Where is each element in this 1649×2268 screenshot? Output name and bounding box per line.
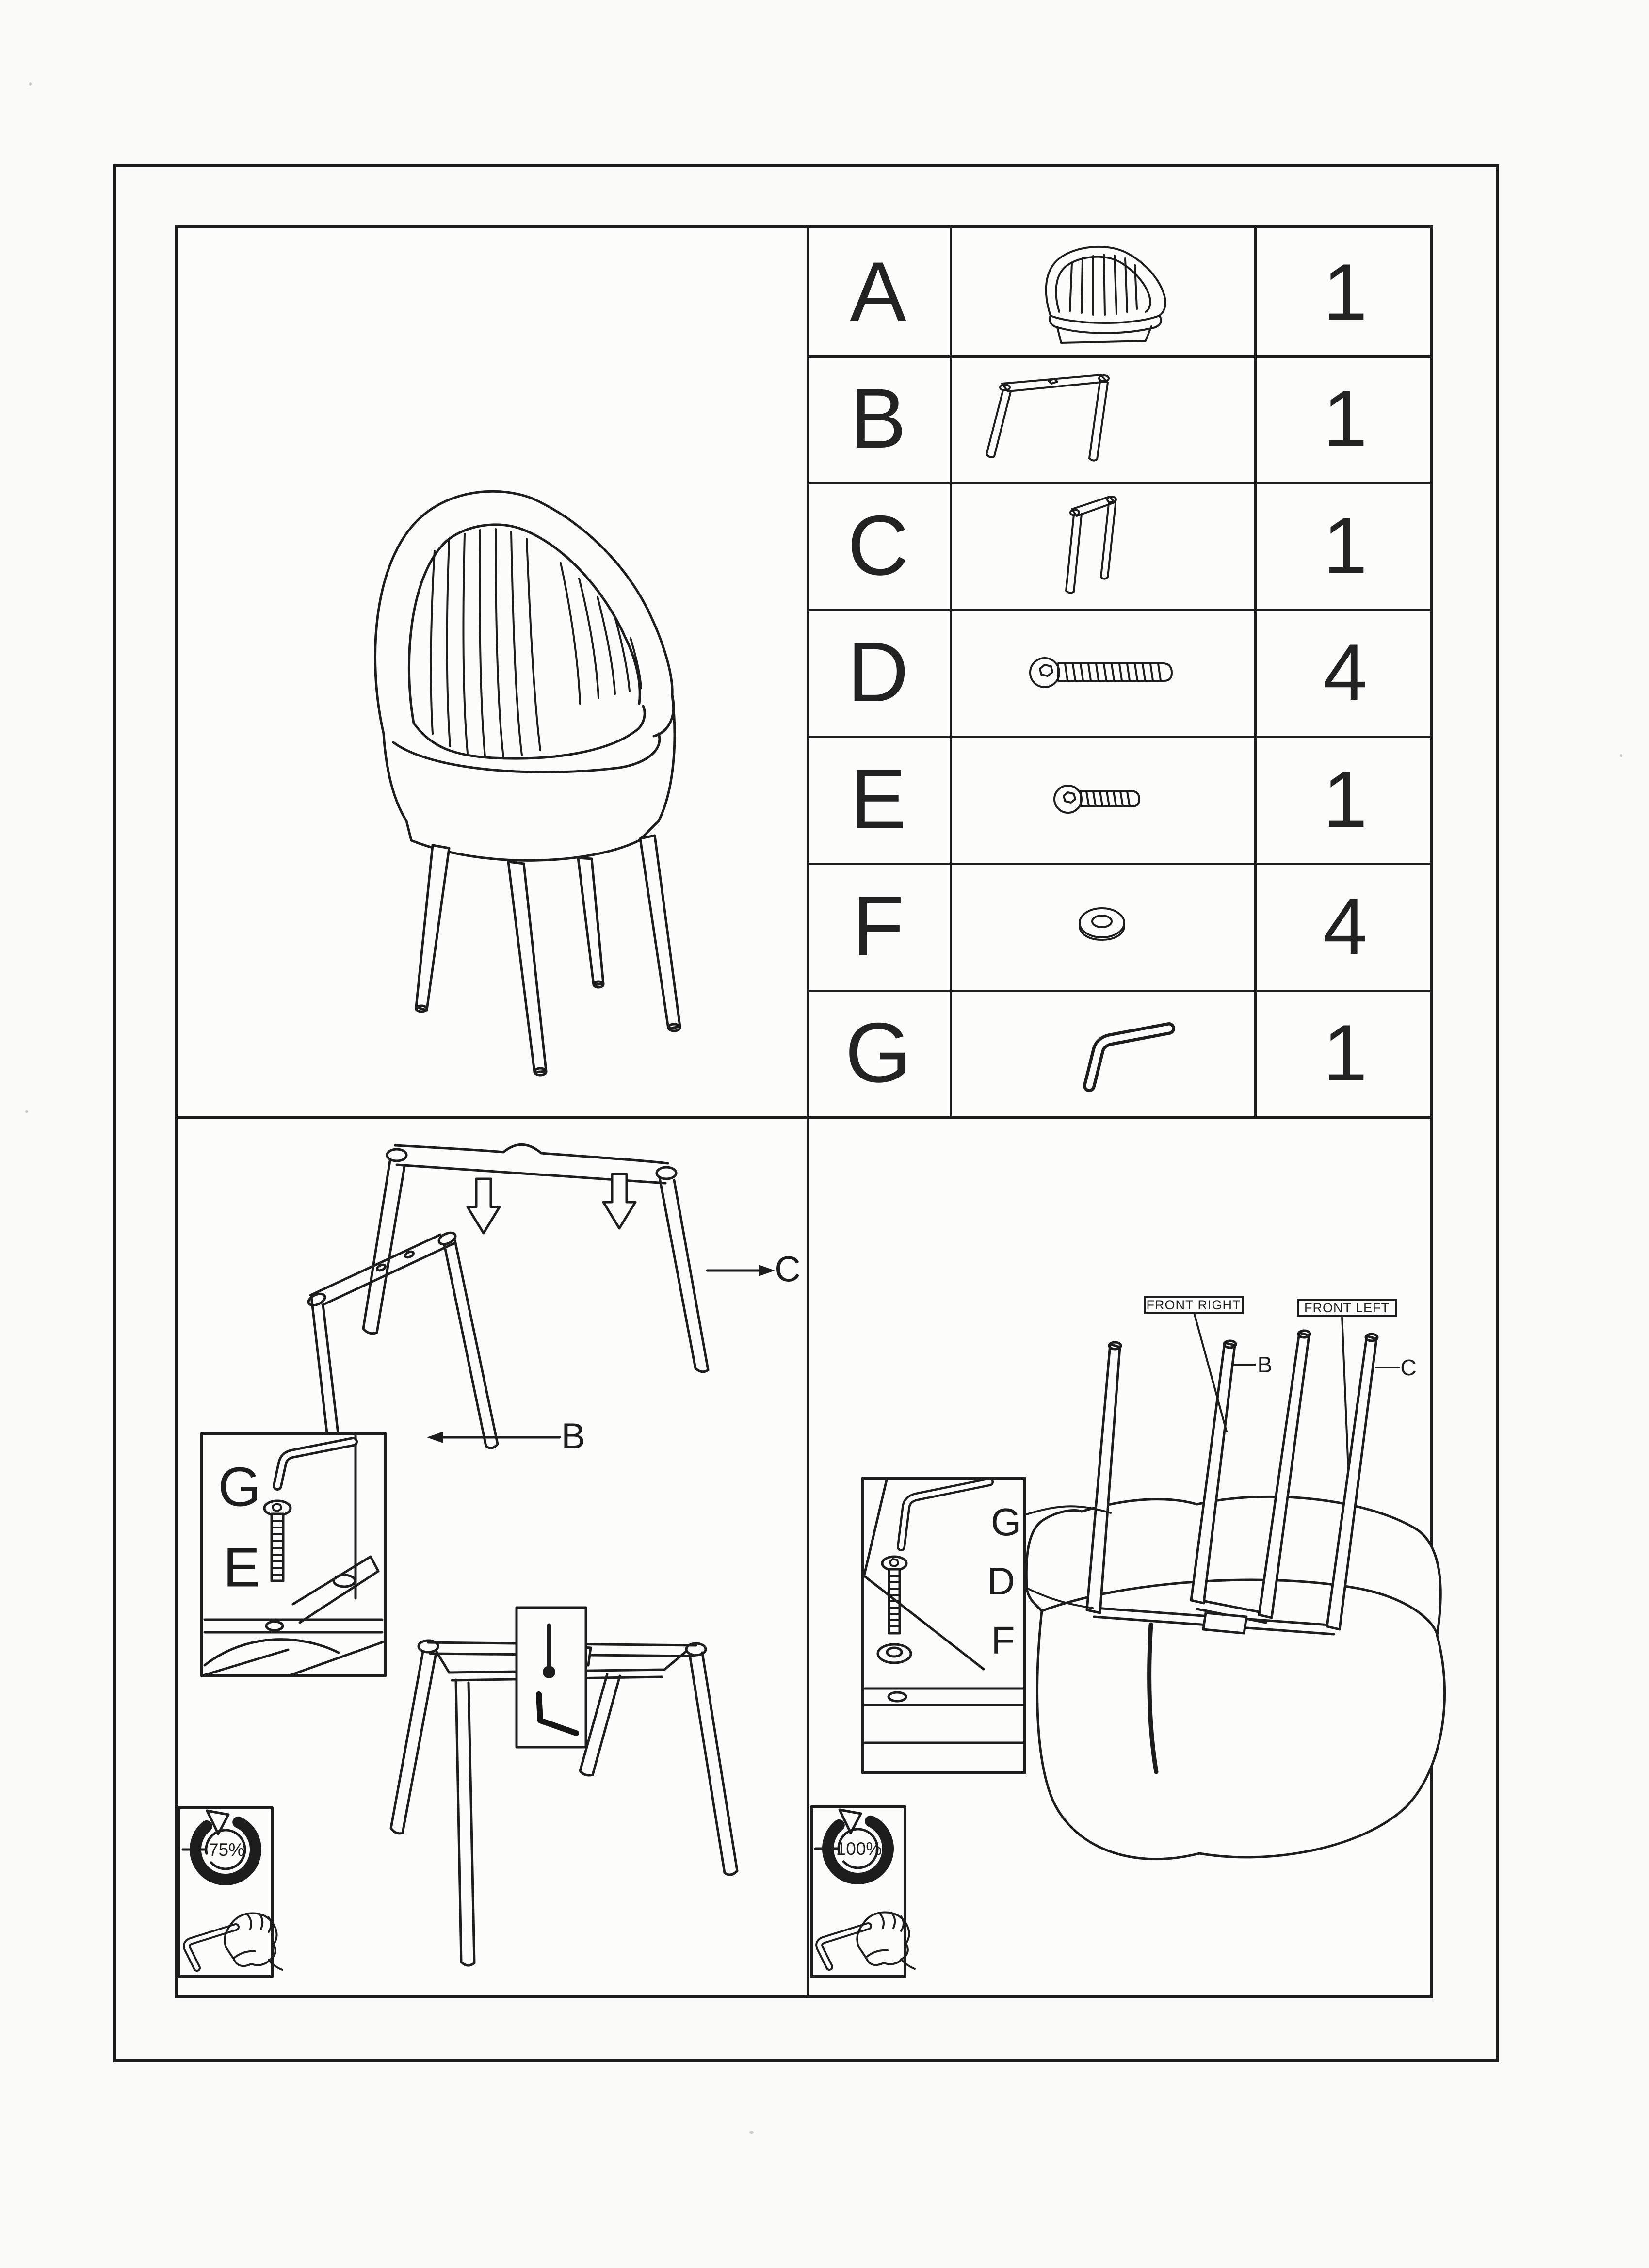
part-letter-c: C (847, 498, 909, 593)
step1-inset-label-e: E (223, 1537, 260, 1599)
step1-torque-percent: 75% (208, 1840, 245, 1860)
step-attach-seat-drawing (809, 1116, 1430, 1995)
part-qty-g: 1 (1323, 1008, 1368, 1097)
rear-leg-frame-icon (950, 482, 1254, 609)
scan-speck (1620, 754, 1622, 757)
step2-front-left-label: FRONT LEFT (1297, 1299, 1397, 1317)
step2-inset-label-f: F (991, 1619, 1015, 1662)
long-bolt-icon (950, 609, 1254, 736)
part-letter-a: A (850, 244, 906, 339)
part-letter-b: B (850, 371, 906, 466)
part-letter-e: E (850, 752, 906, 847)
part-qty-f: 4 (1323, 881, 1368, 971)
step2-front-right-label: FRONT RIGHT (1144, 1296, 1244, 1314)
part-letter-g: G (845, 1006, 911, 1100)
front-leg-frame-icon (950, 355, 1254, 482)
washer-icon (950, 863, 1254, 990)
part-qty-b: 1 (1323, 374, 1368, 463)
step1-label-b: B (561, 1415, 585, 1456)
step-legs-assembly-drawing (178, 1116, 807, 1995)
step2-inset-label-g: G (990, 1500, 1021, 1544)
allen-key-icon (950, 990, 1254, 1116)
step1-inset-label-g: G (218, 1456, 261, 1518)
step2-torque-percent: 100% (836, 1839, 882, 1859)
scan-speck (25, 1110, 28, 1113)
part-letter-f: F (852, 879, 904, 974)
part-qty-d: 4 (1323, 627, 1368, 717)
short-bolt-icon (950, 736, 1254, 863)
assembled-armchair-drawing (289, 432, 789, 1121)
step1-label-c: C (775, 1249, 801, 1289)
armchair-shell-icon (950, 228, 1254, 355)
scan-speck (29, 82, 32, 86)
part-qty-e: 1 (1323, 754, 1368, 844)
part-qty-a: 1 (1323, 247, 1368, 337)
part-qty-c: 1 (1323, 500, 1368, 590)
step2-inset-label-d: D (987, 1560, 1015, 1603)
part-letter-d: D (847, 625, 909, 720)
scan-speck (749, 2131, 754, 2134)
step2-label-c: C (1400, 1355, 1417, 1380)
step2-label-b: B (1257, 1352, 1273, 1377)
instruction-sheet-frame (175, 225, 1433, 1998)
